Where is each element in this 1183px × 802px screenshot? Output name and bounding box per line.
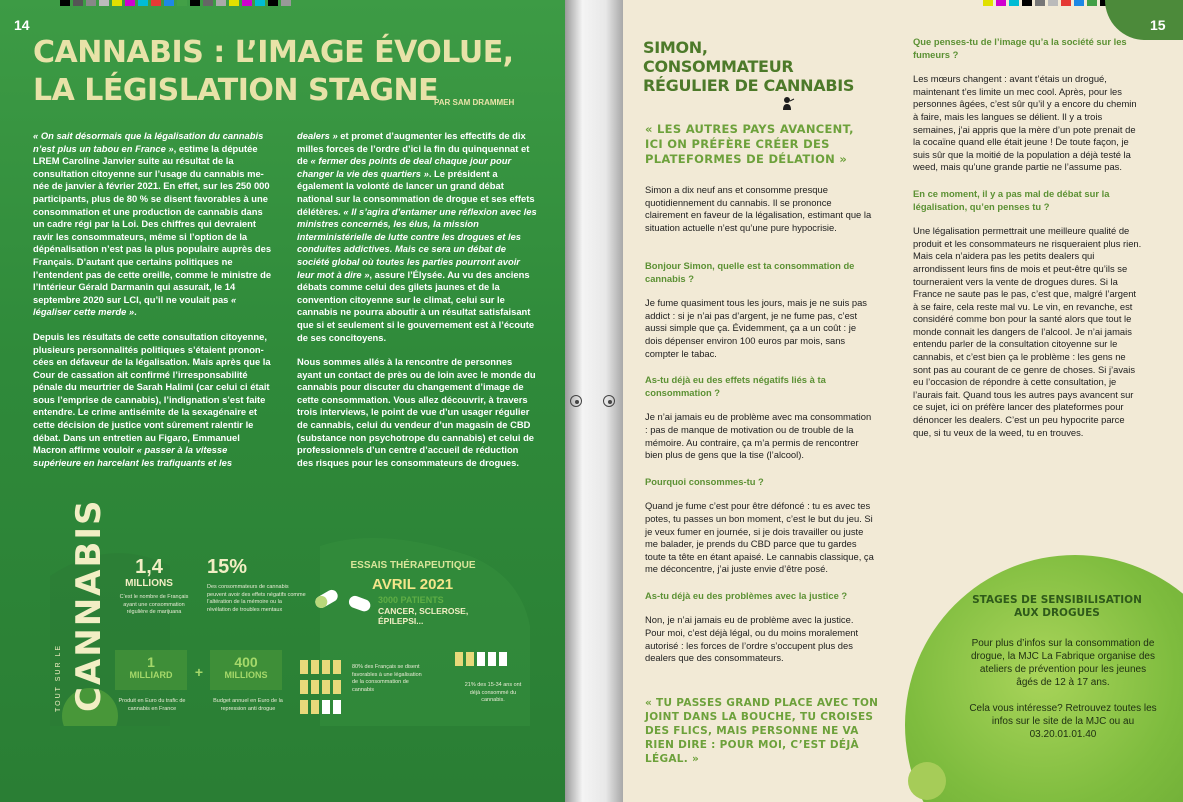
article-column-1	[33, 130, 273, 481]
text-segment: .	[134, 306, 137, 318]
interview-answer: Je n’ai jamais eu de problème avec ma consommation : pas de manque de motivation ou de trouble de la mémoire. Au contraire, ça m’a permis de rencontrer bien plus de gens que la tise (l’alcool).	[645, 411, 872, 461]
stat-5-desc: 80% des Français se disent favorables à une légalisation de la consommation de cannabis	[352, 664, 422, 693]
interview-question: Bonjour Simon, quelle est ta consommation de cannabis ?	[645, 260, 855, 284]
infographic-title-big: CANNABIS	[69, 498, 109, 712]
people-icons-group-1	[300, 660, 341, 674]
person-icon	[488, 652, 496, 666]
smoker-icon	[781, 96, 795, 110]
page-number-left: 14	[14, 17, 30, 33]
text-segment: , estime la députée LREM Caroline Janvier suite au résultat de la consultation citoyenne sur l’usage du cannabis menée de janvier à février 2021. En effet, sur les 250 000 participants, plus de 80 % se disent favorables à une consommation et une production de cannabis dans un cadre régi par la Loi. Des chiffres qui devraient ravir les consommateurs, même si l’option de la dépénalisation n’est pas la plus populaire auprès des Français.	[33, 142, 272, 267]
person-icon	[322, 680, 330, 694]
person-icon	[333, 700, 341, 714]
text-segment: D’autant que certains politiques ne l’entendent pas de cette oreille, comme le ministre de l’Intérieur Gérald Darmanin qui assurait, le 14 septembre 2020 sur LCI, qu’il ne voulait pas	[33, 255, 272, 305]
people-icons-group-3	[300, 700, 341, 714]
text-segment: Nous sommes allés à la rencontre de personnes ayant un contact de près ou de loin avec le monde du cannabis pour discuter du changement d’image de cette consommation. Vous allez découvrir, à travers trois interviews, le point de vue d’un usager régulier de cannabis, celui du vendeur d’un magasin de CBD (substance non psychotrope du cannabis) et celui de professionnels d’un centre d’accueil de réduction des risques pour les consommateurs de drogues.	[297, 356, 536, 468]
stat-3-value: 1	[147, 654, 155, 670]
person-icon	[311, 700, 319, 714]
quote-segment: dealers »	[297, 130, 338, 141]
interview-intro: Simon a dix neuf ans et consomme presque quotidiennement du cannabis. Il se prononce clairement en faveur de la légalisation, estimant que la situation actuelle n’est qu’une pure hypocrisie.	[645, 184, 872, 233]
registration-mark-right	[603, 395, 615, 407]
quote-segment: « passer à la vitesse supérieure en harcelant les trafiquants et les	[33, 444, 233, 468]
infographic-title-small: TOUT SUR LE	[55, 643, 62, 712]
interview-answer: Les mœurs changent : avant t’étais un drogué, maintenant t’es limite un mec cool. Après, pour les personnes âgées, c’est sûr qu’il y a encore du chemin à faire, mais les langues se délient. Il y a trois semaines, j’ai appris que la mère d’un pote prenait de la cocaïne quand elle était jeune ! De toute façon, je suis sûr que la moitié de la population a déjà testé la weed, mais qu’une grande partie ne l’assume pas.	[913, 73, 1137, 173]
interview-answer: Quand je fume c’est pour être défoncé : tu es avec tes potes, tu passes un bon moment, c’est le but du jeu. Si je veux fumer en journée, si je dois travailler ou juste me balader, je prends du CBD parce que tu gardes toute ta tête en étant apaisé. Le cannabis classique, ça me déconcentre, j’ai juste envie d’être posé.	[645, 500, 874, 575]
quote-segment: « On sait désormais que la légalisation du cannabis n’est plus un tabou en France »	[33, 130, 264, 154]
interview-question: Pourquoi consommes-tu ?	[645, 475, 764, 487]
text-segment: , assure l’Élysée. Au vu des anciens débats comme celui des gilets jaunes et de la convention citoyenne sur le climat, celui sur le cannabis ne pourra aboutir à un résultat satisfaisant que si et seulement si le gouvernement est à l’écoute de ses concitoyens.	[297, 268, 535, 343]
info-box-p1: Pour plus d’infos sur la consommation de drogue, la MJC La Fabrique organise des ateliers de prévention pour les jeunes âgés de 12 à 17 ans.	[971, 638, 1155, 688]
interview-answer: Non, je n’ai jamais eu de problème avec la justice. Pour moi, c’est déjà légal, ou du moins moralement autorisé : les forces de l’ordre s’occupent plus des dealers que des consommateurs.	[645, 614, 859, 664]
stat-3-desc: Produit en Euro du trafic de cannabis en France	[118, 698, 186, 712]
interview-column-2	[913, 36, 1143, 453]
person-icon	[477, 652, 485, 666]
color-marks	[60, 0, 291, 6]
trial-title: ESSAIS THÉRAPEUTIQUE	[350, 560, 476, 571]
trial-date: AVRIL 2021	[372, 576, 454, 593]
headline: CANNABIS : L’IMAGE ÉVOLUE, LA LÉGISLATION STAGNE	[33, 35, 514, 108]
stat-6-desc: 21% des 15-34 ans ont déjà consommé du cannabis.	[464, 682, 522, 703]
stat-3-unit: MILLIARD	[129, 670, 173, 680]
text-segment: et promet d’augmenter les effectifs de dix milles forces de l’ordre d’ici la fin du quinquennat et de	[297, 130, 530, 167]
interview-question: En ce moment, il y a pas mal de débat sur la légalisation, qu’en penses tu ?	[913, 187, 1110, 212]
interview-answer: Une légalisation permettrait une meilleure qualité de produit et les consommateurs ne risqueraient plus rien. Mais cela n’aidera pas les petits dealers qui arrondissent leurs fins de mois et peut-être qu’ils se tourneraient vers la vente de drogues dures. Si la France ne saute pas le pas, c’est que, malgré l’argent à se faire, cela reste mal vu. Le vin, en revanche, est considéré comme bon pour la santé alors que tout le monde connait les dangers de l’alcool. Je n’ai jamais entendu parler de la consultation citoyenne sur le cannabis, et c’est bien ça le problème : les gens ne sont pas au courant de ce genre de choses. Si j’avais eu l’occasion de répondre à cette consultation, je l’aurais fait. Quand tous les autres pays avancent sur ce sujet, ici on préfère lancer des plateformes pour dénoncer les dealers. C’est un peu hypocrite parce que, si tu veux de la weed, tu en trouves.	[913, 225, 1142, 438]
pill-icon	[315, 580, 375, 630]
quote-segment: « fermer des points de deal chaque jour pour changer la vie des quartiers »	[297, 155, 512, 179]
info-box-body	[968, 637, 1158, 754]
person-icon	[322, 700, 330, 714]
person-icon	[300, 660, 308, 674]
person-icon	[455, 652, 463, 666]
stat-1-desc: C’est le nombre de Français ayant une consommation régulière de marijuana	[119, 594, 189, 615]
article-paragraph	[297, 130, 537, 344]
interview-column-1	[645, 260, 875, 679]
person-icon	[333, 680, 341, 694]
pull-quote-1: « LES AUTRES PAYS AVANCENT, ICI ON PRÉFÈRE CRÉER DES PLATEFORMES DE DÉLATION »	[645, 122, 854, 166]
person-icon	[466, 652, 474, 666]
pull-quote-2: « TU PASSES GRAND PLACE AVEC TON JOINT DANS LA BOUCHE, TU CROISES DES FLICS, MAIS PERSONNE NE VA RIEN DIRE : POUR MOI, C’EST DÉJÀ LÉGAL. »	[645, 697, 879, 765]
person-icon	[311, 660, 319, 674]
quote-segment: « Il s’agira d’entamer une réflexion avec les ministres concernés, les élus, la mission interministérielle de lutte contre les drogues et les conduites addictives. Mais ce sera un débat de société global où toutes les parties pourront avoir leur mot à dire »	[297, 205, 537, 280]
info-box-p2: Cela vous intéresse? Retrouvez toutes les infos sur le site de la MJC ou au 03.20.01.01.40	[969, 703, 1157, 740]
interview-question: As-tu déjà eu des effets négatifs liés à ta consommation ?	[645, 374, 826, 398]
people-icons-group-2	[300, 680, 341, 694]
byline: PAR SAM DRAMMEH	[434, 98, 515, 107]
interview-question: As-tu déjà eu des problèmes avec la justice ?	[645, 589, 848, 601]
interview-title: SIMON, CONSOMMATEUR RÉGULIER DE CANNABIS	[643, 38, 855, 95]
person-icon	[300, 700, 308, 714]
stat-2-desc: Des consommateurs de cannabis peuvent avoir des effets négatifs comme l’altération de la mémoire ou la révélation de troubles mentaux	[207, 584, 306, 613]
info-box-title: STAGES DE SENSIBILISATION AUX DROGUES	[972, 594, 1142, 619]
person-icon	[300, 680, 308, 694]
stat-1-unit: MILLIONS	[125, 578, 173, 589]
page-number-right: 15	[1150, 17, 1166, 33]
article-paragraph	[33, 130, 273, 319]
registration-mark-left	[570, 395, 582, 407]
person-icon	[322, 660, 330, 674]
article-column-2	[297, 130, 537, 481]
stat-1-value: 1,4	[135, 556, 163, 578]
text-segment: Depuis les résultats de cette consultation citoyenne, plusieurs personnalités politiques s’étaient prononcées en défaveur de la légalisation. Mais après que la Cour de cassation ait confirmé l’irresponsabilité pénale du meurtrier de Sarah Halimi (car celui ci était sous l’emprise de cannabis), l’indignation s’est faite entendre. Le crime antisémite de la sexagénaire et cette décision de justice vont sûrement ralentir le débat. Dans un entretien au Figaro, Emmanuel Macron affirme vouloir	[33, 330, 271, 456]
trial-patients: 3000 PATIENTS	[378, 595, 444, 605]
article-paragraph	[33, 331, 273, 470]
text-segment: . Le président a également la volonté de lancer un grand débat national sur la consommation de drogue et ses effets délétères.	[297, 167, 535, 217]
stat-4-unit: MILLIONS	[224, 670, 268, 680]
quote-segment: « légaliser cette merde »	[33, 293, 237, 318]
person-icon	[311, 680, 319, 694]
plus-sign: +	[194, 664, 204, 680]
infographic-title	[55, 498, 115, 722]
person-icon	[499, 652, 507, 666]
people-icons-group-4	[455, 652, 507, 666]
trial-conditions: CANCER, SCLEROSE, ÉPILEPSI...	[378, 606, 469, 626]
color-marks-right	[983, 0, 1110, 6]
person-icon	[333, 660, 341, 674]
decor-small-disc	[908, 762, 946, 800]
stat-4-value: 400	[234, 654, 258, 670]
interview-question: Que penses-tu de l’image qu’a la société sur les fumeurs ?	[913, 36, 1127, 60]
article-paragraph	[297, 356, 537, 469]
interview-answer: Je fume quasiment tous les jours, mais je ne suis pas addict : si je n’ai pas d’argent, je ne fume pas, c’est aussi simple que ça. Évidemment, ça a un coût : je dois dépenser environ 100 euros par mois, sans compter le tabac.	[645, 297, 867, 359]
stat-4-desc: Budget annuel en Euro de la repression anti drogue	[213, 698, 283, 712]
stat-2-value: 15%	[206, 556, 248, 578]
